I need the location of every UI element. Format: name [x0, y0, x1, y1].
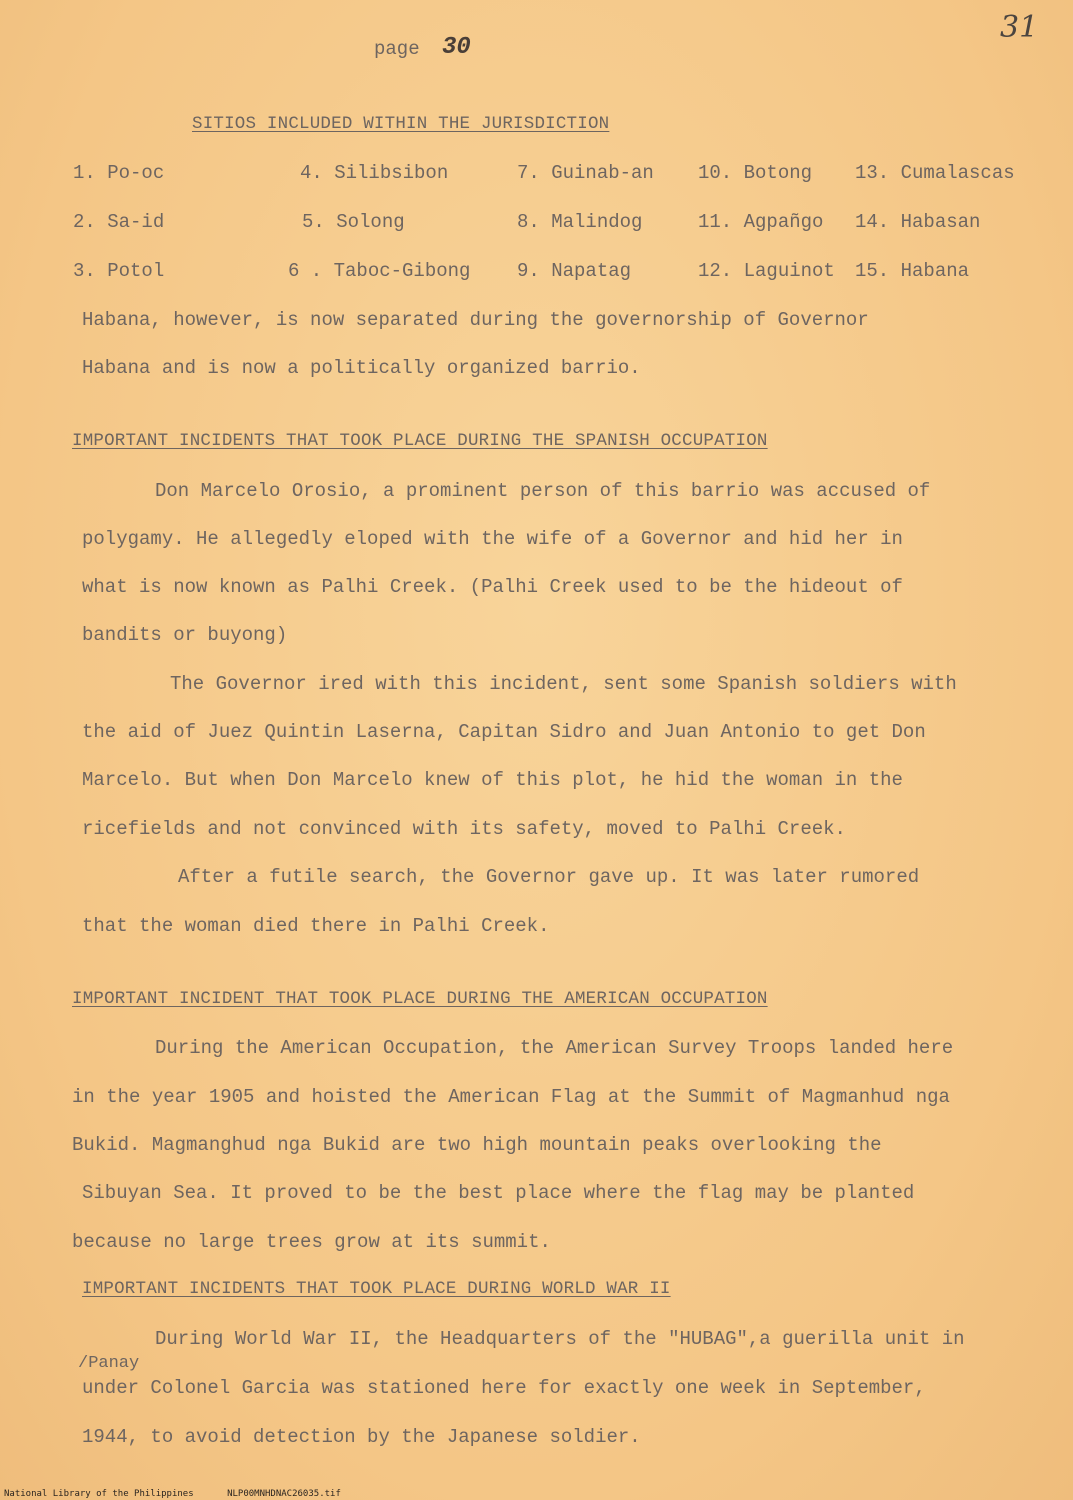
footer	[4, 1489, 369, 1499]
ww2-line: 1944, to avoid detection by the Japanese soldier.	[82, 1426, 641, 1448]
spanish-line: bandits or buyong)	[82, 624, 288, 646]
american-line: because no large trees grow at its summit.	[72, 1231, 551, 1253]
sitio-item: 6 . Taboc-Gibong	[288, 260, 471, 282]
page-number: 30	[442, 34, 471, 61]
sitio-item: 4. Silibsibon	[300, 162, 449, 184]
spanish-heading: IMPORTANT INCIDENTS THAT TOOK PLACE DURING THE SPANISH OCCUPATION	[72, 431, 768, 451]
sitio-item: 14. Habasan	[855, 211, 981, 233]
sitio-item: 9. Napatag	[517, 260, 632, 282]
ww2-heading: IMPORTANT INCIDENTS THAT TOOK PLACE DURING WORLD WAR II	[82, 1279, 671, 1299]
sitio-item: 10. Botong	[698, 162, 813, 184]
american-line: During the American Occupation, the American Survey Troops landed here	[155, 1037, 954, 1059]
spanish-line: Don Marcelo Orosio, a prominent person of this barrio was accused of	[155, 480, 931, 502]
american-line: Bukid. Magmanghud nga Bukid are two high mountain peaks overlooking the	[72, 1134, 882, 1156]
page-label: page	[374, 38, 420, 60]
sitios-heading: SITIOS INCLUDED WITHIN THE JURISDICTION	[192, 114, 610, 134]
spanish-line: that the woman died there in Palhi Creek.	[82, 915, 550, 937]
sitio-item: 5. Solong	[302, 211, 405, 233]
sitio-item: 7. Guinab-an	[517, 162, 654, 184]
spanish-line: Marcelo. But when Don Marcelo knew of this plot, he hid the woman in the	[82, 769, 903, 791]
footer-file-id: NLP00MNHDNAC26035.tif	[227, 1489, 341, 1499]
spanish-line: The Governor ired with this incident, sent some Spanish soldiers with	[170, 673, 957, 695]
spanish-line: polygamy. He allegedly eloped with the wife of a Governor and hid her in	[82, 528, 903, 550]
footer-library: National Library of the Philippines	[4, 1489, 194, 1499]
sitio-item: 8. Malindog	[517, 211, 643, 233]
sitio-item: 2. Sa-id	[73, 211, 165, 233]
spanish-line: After a futile search, the Governor gave up. It was later rumored	[178, 866, 920, 888]
sitios-note-line: Habana, however, is now separated during the governorship of Governor	[82, 309, 869, 331]
sitio-item: 3. Potol	[73, 260, 165, 282]
ww2-line: under Colonel Garcia was stationed here for exactly one week in September,	[82, 1377, 926, 1399]
spanish-line: ricefields and not convinced with its safety, moved to Palhi Creek.	[82, 818, 846, 840]
sitio-item: 11. Agpañgo	[698, 211, 824, 233]
spanish-line: what is now known as Palhi Creek. (Palhi Creek used to be the hideout of	[82, 576, 903, 598]
sitio-item: 1. Po-oc	[73, 162, 165, 184]
ww2-line: During World War II, the Headquarters of the "HUBAG",a guerilla unit in	[155, 1328, 965, 1350]
sitio-item: 12. Laguinot	[698, 260, 835, 282]
american-line: Sibuyan Sea. It proved to be the best place where the flag may be planted	[82, 1182, 915, 1204]
spanish-line: the aid of Juez Quintin Laserna, Capitan Sidro and Juan Antonio to get Don	[82, 721, 926, 743]
corner-page-number: 31	[1000, 10, 1039, 45]
sitio-item: 15. Habana	[855, 260, 970, 282]
ww2-insertion: /Panay	[78, 1354, 140, 1373]
sitios-note-line: Habana and is now a politically organized barrio.	[82, 357, 641, 379]
american-line: in the year 1905 and hoisted the American Flag at the Summit of Magmanhud nga	[72, 1086, 950, 1108]
american-heading: IMPORTANT INCIDENT THAT TOOK PLACE DURING THE AMERICAN OCCUPATION	[72, 989, 768, 1009]
sitio-item: 13. Cumalascas	[855, 162, 1015, 184]
